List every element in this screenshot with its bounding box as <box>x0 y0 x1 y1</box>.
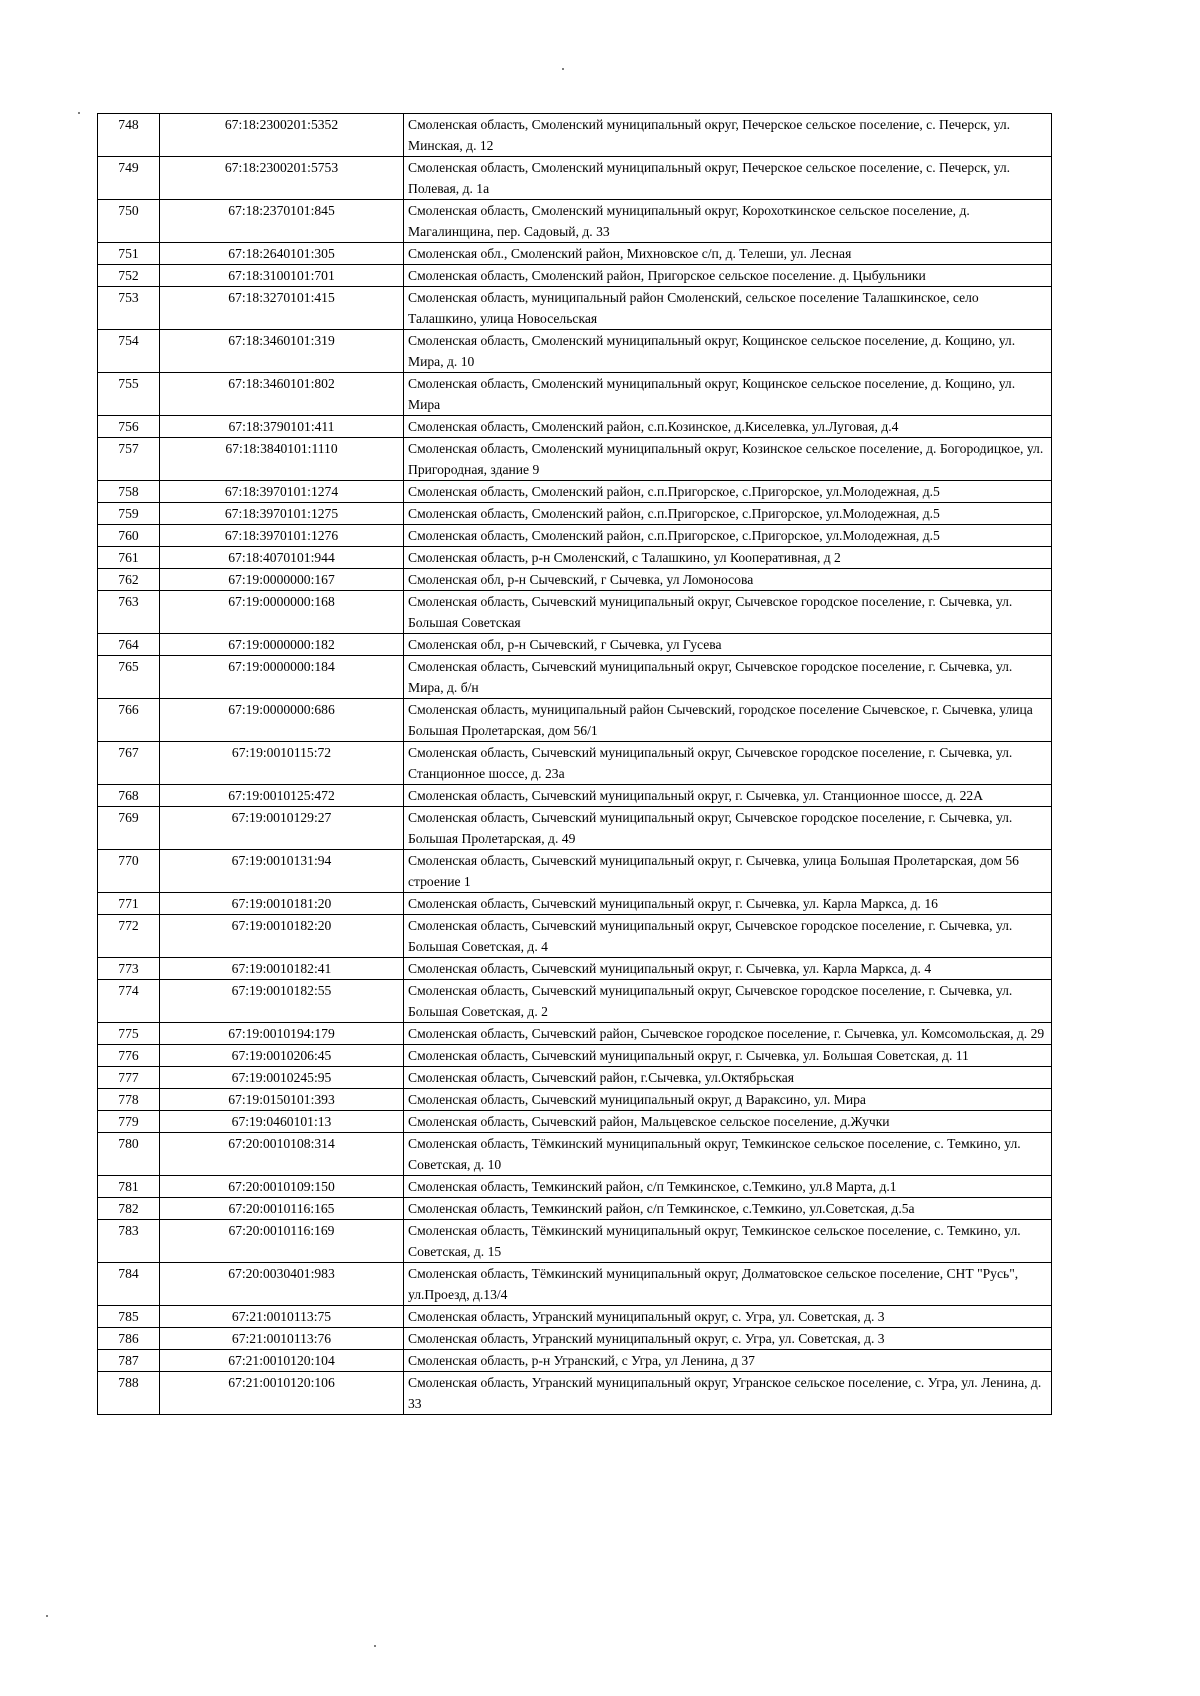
table-row <box>98 1045 1052 1067</box>
cadastral-number-cell: 67:18:2300201:5352 <box>160 114 404 157</box>
table-row <box>98 785 1052 807</box>
address-cell: Смоленская область, Смоленский район, Пригорское сельское поселение. д. Цыбульники <box>404 265 1052 287</box>
row-number-cell: 761 <box>98 547 160 569</box>
row-number-cell: 771 <box>98 893 160 915</box>
address-cell: Смоленская область, Сычевский муниципальный округ, Сычевское городское поселение, г. Сычевка, ул. Большая Советская <box>404 591 1052 634</box>
row-number-cell: 775 <box>98 1023 160 1045</box>
address-cell: Смоленская область, Смоленский район, с.п.Пригорское, с.Пригорское, ул.Молодежная, д.5 <box>404 481 1052 503</box>
table-row <box>98 1198 1052 1220</box>
row-number-cell: 778 <box>98 1089 160 1111</box>
table-row <box>98 850 1052 893</box>
address-cell: Смоленская область, Сычевский муниципальный округ, д Вараксино, ул. Мира <box>404 1089 1052 1111</box>
cadastral-number-cell: 67:18:3790101:411 <box>160 416 404 438</box>
address-cell: Смоленская обл, р-н Сычевский, г Сычевка, ул Ломоносова <box>404 569 1052 591</box>
address-cell: Смоленская область, Сычевский муниципальный округ, Сычевское городское поселение, г. Сычевка, ул. Мира, д. б/н <box>404 656 1052 699</box>
row-number-cell: 753 <box>98 287 160 330</box>
address-cell: Смоленская область, Сычевский район, Мальцевское сельское поселение, д.Жучки <box>404 1111 1052 1133</box>
address-cell: Смоленская область, Сычевский район, г.Сычевка, ул.Октябрьская <box>404 1067 1052 1089</box>
cadastral-number-cell: 67:19:0010129:27 <box>160 807 404 850</box>
cadastral-number-cell: 67:19:0010245:95 <box>160 1067 404 1089</box>
row-number-cell: 781 <box>98 1176 160 1198</box>
cadastral-number-cell: 67:19:0010182:41 <box>160 958 404 980</box>
address-cell: Смоленская область, р-н Смоленский, с Талашкино, ул Кооперативная, д 2 <box>404 547 1052 569</box>
cadastral-number-cell: 67:19:0150101:393 <box>160 1089 404 1111</box>
address-cell: Смоленская область, Сычевский район, Сычевское городское поселение, г. Сычевка, ул. Комсомольская, д. 29 <box>404 1023 1052 1045</box>
row-number-cell: 788 <box>98 1372 160 1415</box>
table-row <box>98 330 1052 373</box>
table-row <box>98 265 1052 287</box>
address-cell: Смоленская область, р-н Угранский, с Угра, ул Ленина, д 37 <box>404 1350 1052 1372</box>
cadastral-number-cell: 67:20:0030401:983 <box>160 1263 404 1306</box>
cadastral-number-cell: 67:19:0010206:45 <box>160 1045 404 1067</box>
cadastral-number-cell: 67:18:3970101:1276 <box>160 525 404 547</box>
table-row <box>98 634 1052 656</box>
address-cell: Смоленская область, Смоленский муниципальный округ, Кощинское сельское поселение, д. Кощино, ул. Мира <box>404 373 1052 416</box>
row-number-cell: 760 <box>98 525 160 547</box>
table-row <box>98 893 1052 915</box>
table-row <box>98 287 1052 330</box>
address-cell: Смоленская область, муниципальный район Смоленский, сельское поселение Талашкинское, село Талашкино, улица Новосельская <box>404 287 1052 330</box>
address-cell: Смоленская область, Смоленский район, с.п.Пригорское, с.Пригорское, ул.Молодежная, д.5 <box>404 525 1052 547</box>
table-row <box>98 373 1052 416</box>
table-row <box>98 416 1052 438</box>
address-cell: Смоленская область, Сычевский муниципальный округ, г. Сычевка, ул. Большая Советская, д. 11 <box>404 1045 1052 1067</box>
address-cell: Смоленская область, Темкинский район, с/п Темкинское, с.Темкино, ул.Советская, д.5а <box>404 1198 1052 1220</box>
cadastral-number-cell: 67:18:2370101:845 <box>160 200 404 243</box>
row-number-cell: 757 <box>98 438 160 481</box>
row-number-cell: 766 <box>98 699 160 742</box>
row-number-cell: 751 <box>98 243 160 265</box>
table-row <box>98 1220 1052 1263</box>
row-number-cell: 752 <box>98 265 160 287</box>
row-number-cell: 756 <box>98 416 160 438</box>
table-row <box>98 699 1052 742</box>
row-number-cell: 774 <box>98 980 160 1023</box>
cadastral-number-cell: 67:18:3460101:319 <box>160 330 404 373</box>
address-cell: Смоленская область, Тёмкинский муниципальный округ, Долматовское сельское поселение, СНТ "Русь", ул.Проезд, д.13/4 <box>404 1263 1052 1306</box>
cadastral-number-cell: 67:18:3100101:701 <box>160 265 404 287</box>
cadastral-number-cell: 67:19:0000000:686 <box>160 699 404 742</box>
row-number-cell: 762 <box>98 569 160 591</box>
row-number-cell: 776 <box>98 1045 160 1067</box>
row-number-cell: 787 <box>98 1350 160 1372</box>
address-cell: Смоленская область, Угранский муниципальный округ, с. Угра, ул. Советская, д. 3 <box>404 1306 1052 1328</box>
table-row <box>98 807 1052 850</box>
table-row <box>98 503 1052 525</box>
row-number-cell: 780 <box>98 1133 160 1176</box>
address-cell: Смоленская обл, р-н Сычевский, г Сычевка, ул Гусева <box>404 634 1052 656</box>
address-cell: Смоленская область, Сычевский муниципальный округ, Сычевское городское поселение, г. Сычевка, ул. Большая Пролетарская, д. 49 <box>404 807 1052 850</box>
cadastral-number-cell: 67:18:3970101:1274 <box>160 481 404 503</box>
table-row <box>98 1263 1052 1306</box>
row-number-cell: 763 <box>98 591 160 634</box>
row-number-cell: 750 <box>98 200 160 243</box>
address-cell: Смоленская область, Сычевский муниципальный округ, г. Сычевка, улица Большая Пролетарская, дом 56 строение 1 <box>404 850 1052 893</box>
cadastral-number-cell: 67:19:0460101:13 <box>160 1111 404 1133</box>
table-row <box>98 243 1052 265</box>
table-row <box>98 569 1052 591</box>
table-row <box>98 915 1052 958</box>
row-number-cell: 768 <box>98 785 160 807</box>
cadastral-number-cell: 67:18:4070101:944 <box>160 547 404 569</box>
address-cell: Смоленская область, Сычевский муниципальный округ, г. Сычевка, ул. Карла Маркса, д. 16 <box>404 893 1052 915</box>
cadastral-number-cell: 67:19:0010131:94 <box>160 850 404 893</box>
cadastral-number-cell: 67:19:0010115:72 <box>160 742 404 785</box>
address-cell: Смоленская область, Угранский муниципальный округ, с. Угра, ул. Советская, д. 3 <box>404 1328 1052 1350</box>
cadastral-number-cell: 67:19:0000000:184 <box>160 656 404 699</box>
row-number-cell: 784 <box>98 1263 160 1306</box>
address-cell: Смоленская область, Смоленский муниципальный округ, Печерское сельское поселение, с. Печерск, ул. Минская, д. 12 <box>404 114 1052 157</box>
cadastral-number-cell: 67:18:3270101:415 <box>160 287 404 330</box>
table-row <box>98 1067 1052 1089</box>
cadastral-number-cell: 67:20:0010116:169 <box>160 1220 404 1263</box>
table-row <box>98 438 1052 481</box>
registry-table <box>97 113 1052 1415</box>
row-number-cell: 759 <box>98 503 160 525</box>
address-cell: Смоленская область, Смоленский муниципальный округ, Корохоткинское сельское поселение, д. Магалинщина, пер. Садовый, д. 33 <box>404 200 1052 243</box>
table-row <box>98 980 1052 1023</box>
table-row <box>98 1133 1052 1176</box>
row-number-cell: 767 <box>98 742 160 785</box>
table-row <box>98 1372 1052 1415</box>
address-cell: Смоленская обл., Смоленский район, Михновское с/п, д. Телеши, ул. Лесная <box>404 243 1052 265</box>
address-cell: Смоленская область, Смоленский муниципальный округ, Печерское сельское поселение, с. Печерск, ул. Полевая, д. 1а <box>404 157 1052 200</box>
cadastral-number-cell: 67:21:0010120:106 <box>160 1372 404 1415</box>
scan-speck <box>374 1645 376 1647</box>
address-cell: Смоленская область, Темкинский район, с/п Темкинское, с.Темкино, ул.8 Марта, д.1 <box>404 1176 1052 1198</box>
address-cell: Смоленская область, Сычевский муниципальный округ, г. Сычевка, ул. Станционное шоссе, д. 22А <box>404 785 1052 807</box>
cadastral-number-cell: 67:18:2640101:305 <box>160 243 404 265</box>
table-row <box>98 591 1052 634</box>
cadastral-number-cell: 67:20:0010116:165 <box>160 1198 404 1220</box>
row-number-cell: 770 <box>98 850 160 893</box>
cadastral-number-cell: 67:19:0000000:168 <box>160 591 404 634</box>
table-row <box>98 1023 1052 1045</box>
row-number-cell: 785 <box>98 1306 160 1328</box>
row-number-cell: 777 <box>98 1067 160 1089</box>
address-cell: Смоленская область, Смоленский муниципальный округ, Кощинское сельское поселение, д. Кощино, ул. Мира, д. 10 <box>404 330 1052 373</box>
cadastral-number-cell: 67:19:0010125:472 <box>160 785 404 807</box>
row-number-cell: 755 <box>98 373 160 416</box>
row-number-cell: 769 <box>98 807 160 850</box>
row-number-cell: 773 <box>98 958 160 980</box>
row-number-cell: 786 <box>98 1328 160 1350</box>
table-row <box>98 157 1052 200</box>
cadastral-number-cell: 67:19:0000000:167 <box>160 569 404 591</box>
row-number-cell: 754 <box>98 330 160 373</box>
cadastral-number-cell: 67:19:0010181:20 <box>160 893 404 915</box>
cadastral-number-cell: 67:20:0010109:150 <box>160 1176 404 1198</box>
cadastral-number-cell: 67:18:3460101:802 <box>160 373 404 416</box>
cadastral-number-cell: 67:21:0010120:104 <box>160 1350 404 1372</box>
cadastral-number-cell: 67:21:0010113:75 <box>160 1306 404 1328</box>
cadastral-number-cell: 67:19:0010194:179 <box>160 1023 404 1045</box>
address-cell: Смоленская область, Смоленский район, с.п.Козинское, д.Киселевка, ул.Луговая, д.4 <box>404 416 1052 438</box>
scan-speck <box>78 112 80 114</box>
address-cell: Смоленская область, Смоленский район, с.п.Пригорское, с.Пригорское, ул.Молодежная, д.5 <box>404 503 1052 525</box>
table-row <box>98 1306 1052 1328</box>
cadastral-number-cell: 67:20:0010108:314 <box>160 1133 404 1176</box>
address-cell: Смоленская область, Сычевский муниципальный округ, г. Сычевка, ул. Карла Маркса, д. 4 <box>404 958 1052 980</box>
address-cell: Смоленская область, Сычевский муниципальный округ, Сычевское городское поселение, г. Сычевка, ул. Станционное шоссе, д. 23а <box>404 742 1052 785</box>
scan-speck <box>46 1615 48 1617</box>
table-row <box>98 114 1052 157</box>
cadastral-number-cell: 67:19:0000000:182 <box>160 634 404 656</box>
address-cell: Смоленская область, Сычевский муниципальный округ, Сычевское городское поселение, г. Сычевка, ул. Большая Советская, д. 2 <box>404 980 1052 1023</box>
cadastral-number-cell: 67:19:0010182:55 <box>160 980 404 1023</box>
address-cell: Смоленская область, Смоленский муниципальный округ, Козинское сельское поселение, д. Богородицкое, ул. Пригородная, здание 9 <box>404 438 1052 481</box>
row-number-cell: 782 <box>98 1198 160 1220</box>
row-number-cell: 748 <box>98 114 160 157</box>
table-row <box>98 1089 1052 1111</box>
address-cell: Смоленская область, Тёмкинский муниципальный округ, Темкинское сельское поселение, с. Темкино, ул. Советская, д. 15 <box>404 1220 1052 1263</box>
table-row <box>98 200 1052 243</box>
cadastral-number-cell: 67:21:0010113:76 <box>160 1328 404 1350</box>
table-row <box>98 1328 1052 1350</box>
row-number-cell: 749 <box>98 157 160 200</box>
address-cell: Смоленская область, муниципальный район Сычевский, городское поселение Сычевское, г. Сычевка, улица Большая Пролетарская, дом 56/1 <box>404 699 1052 742</box>
table-row <box>98 481 1052 503</box>
table-row <box>98 656 1052 699</box>
cadastral-number-cell: 67:19:0010182:20 <box>160 915 404 958</box>
address-cell: Смоленская область, Тёмкинский муниципальный округ, Темкинское сельское поселение, с. Темкино, ул. Советская, д. 10 <box>404 1133 1052 1176</box>
table-row <box>98 1350 1052 1372</box>
table-row <box>98 1176 1052 1198</box>
table-row <box>98 1111 1052 1133</box>
table-row <box>98 742 1052 785</box>
table-row <box>98 958 1052 980</box>
cadastral-number-cell: 67:18:2300201:5753 <box>160 157 404 200</box>
row-number-cell: 765 <box>98 656 160 699</box>
row-number-cell: 772 <box>98 915 160 958</box>
address-cell: Смоленская область, Угранский муниципальный округ, Угранское сельское поселение, с. Угра, ул. Ленина, д. 33 <box>404 1372 1052 1415</box>
registry-rows <box>98 114 1052 1415</box>
table-row <box>98 525 1052 547</box>
row-number-cell: 764 <box>98 634 160 656</box>
cadastral-number-cell: 67:18:3970101:1275 <box>160 503 404 525</box>
row-number-cell: 779 <box>98 1111 160 1133</box>
row-number-cell: 783 <box>98 1220 160 1263</box>
scan-speck <box>562 68 564 70</box>
cadastral-number-cell: 67:18:3840101:1110 <box>160 438 404 481</box>
address-cell: Смоленская область, Сычевский муниципальный округ, Сычевское городское поселение, г. Сычевка, ул. Большая Советская, д. 4 <box>404 915 1052 958</box>
table-row <box>98 547 1052 569</box>
row-number-cell: 758 <box>98 481 160 503</box>
